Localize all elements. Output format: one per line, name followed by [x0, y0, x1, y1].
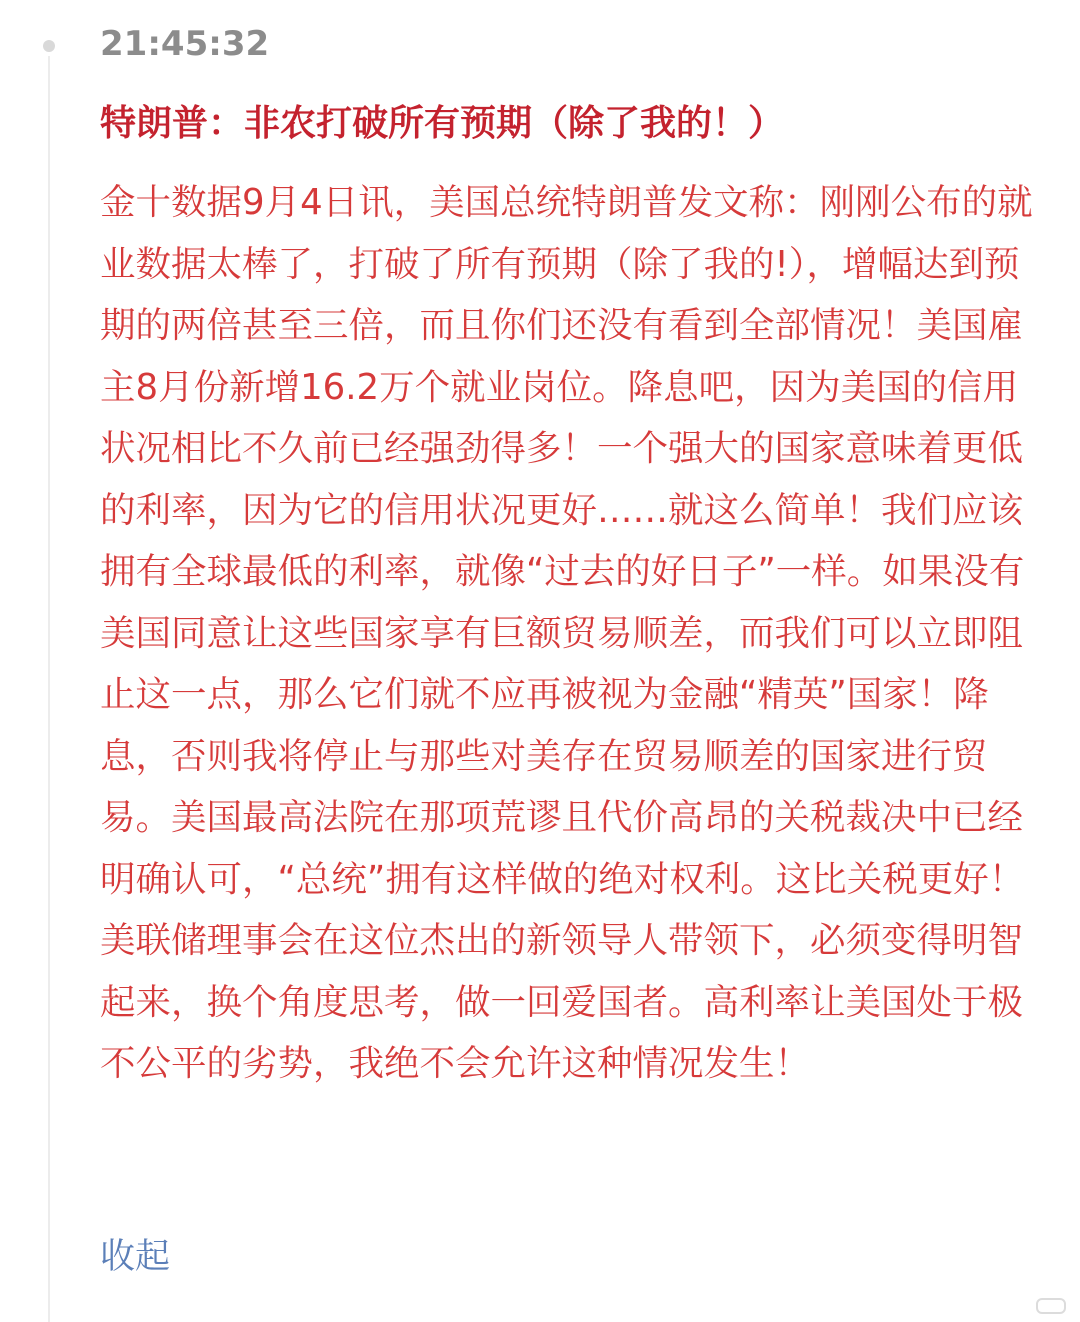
timeline-dot	[43, 40, 55, 52]
entry-headline: 特朗普：非农打破所有预期（除了我的！）	[100, 102, 785, 144]
timeline-line	[48, 56, 50, 1322]
entry-body-text: 金十数据9月4日讯，美国总统特朗普发文称：刚刚公布的就业数据太棒了，打破了所有预期（除了我的!），增幅达到预期的两倍甚至三倍，而且你们还没有看到全部情况！美国雇主8月份新增16.2万个就业岗位。降息吧，因为美国的信用状况相比不久前已经强劲得多！一个强大的国家意味着更低的利率，因为它的信用状况更好……就这么简单！我们应该拥有全球最低的利率，就像“过去的好日子”一样。如果没有美国同意让这些国家享有巨额贸易顺差，而我们可以立即阻止这一点，那么它们就不应再被视为金融“精英”国家！降息，否则我将停止与那些对美存在贸易顺差的国家进行贸易。美国最高法院在那项荒谬且代价高昂的关税裁决中已经明确认可，“总统”拥有这样做的绝对权利。这比关税更好！美联储理事会在这位杰出的新领导人带领下，必须变得明智起来，换个角度思考，做一回爱国者。高利率让美国处于极不公平的劣势，我绝不会允许这种情况发生！	[100, 182, 1033, 1084]
entry-timestamp: 21:45:32	[100, 24, 270, 64]
watermark-icon	[1036, 1298, 1066, 1314]
collapse-button[interactable]: 收起	[100, 1237, 171, 1277]
watermark-logo	[1036, 1298, 1066, 1314]
